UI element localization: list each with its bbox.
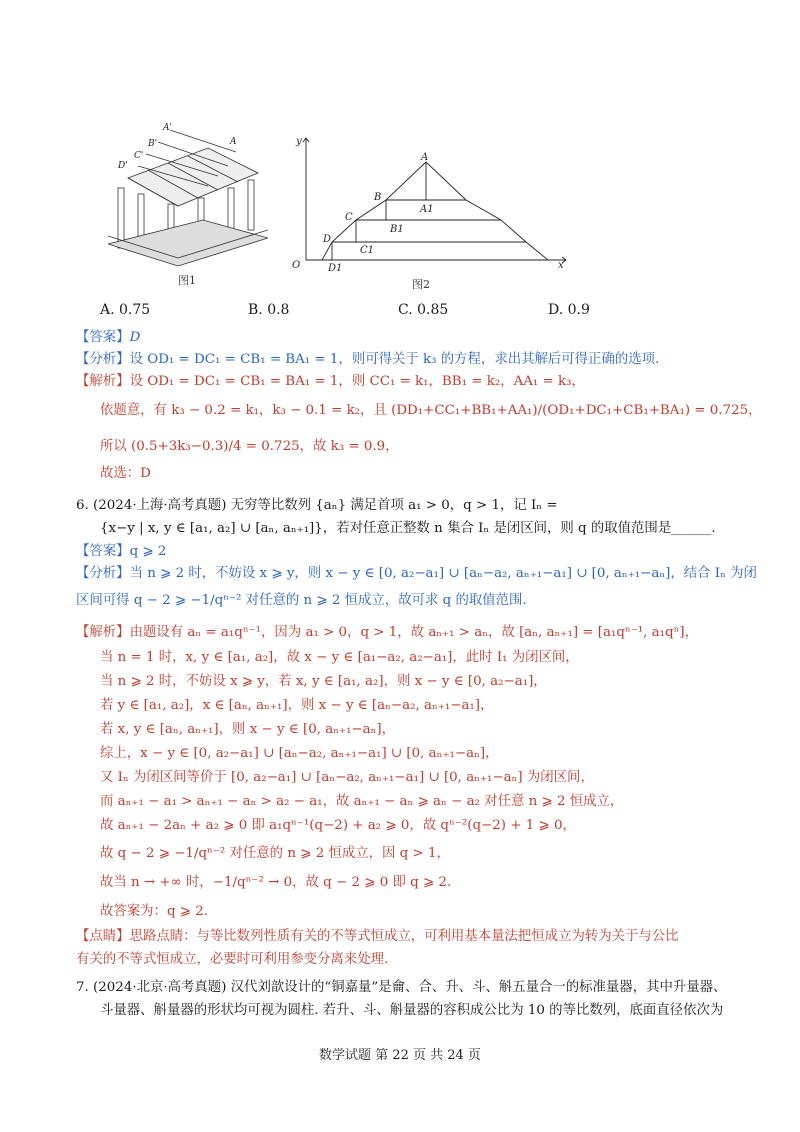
figure-1-caption: 图1 — [178, 274, 196, 287]
q6-solution-5: 若 x, y ∈ [aₙ, aₙ₊₁]，则 x − y ∈ [0, aₙ₊₁−aₙ]， — [100, 722, 396, 737]
figure-2-axis-y: y — [296, 136, 302, 147]
figure-1-roof-structure — [108, 118, 268, 268]
q6-tip-tag: 【点睛】 — [76, 929, 130, 944]
choice-d-value: 0.9 — [567, 302, 590, 318]
figure-1-label-a-prime: A' — [163, 123, 172, 133]
q5-solution-2: 依题意，有 k₃ − 0.2 = k₁，k₃ − 0.1 = k₂，且 (DD₁+CC₁+BB₁+AA₁)/(OD₁+DC₁+CB₁+BA₁) = 0.725， — [100, 403, 762, 418]
q5-solution-tag: 【解析】 — [76, 374, 130, 389]
figure-2-diagram — [286, 132, 576, 272]
q6-solution-8: 而 aₙ₊₁ − a₁ > aₙ₊₁ − aₙ > a₂ − a₁，故 aₙ₊₁ − aₙ ⩾ aₙ − a₂ 对任意 n ⩾ 2 恒成立， — [100, 794, 624, 809]
q6-solution-1 — [76, 622, 736, 644]
choice-c — [398, 302, 448, 318]
q6-stem-2: {x−y | x, y ∈ [a₁, a₂] ∪ [aₙ, aₙ₊₁]}，若对任意正整数 n 集合 Iₙ 是闭区间，则 q 的取值范围是______. — [100, 521, 716, 536]
q6-solution-11: 故当 n → +∞ 时，−1/qⁿ⁻² → 0，故 q − 2 ⩾ 0 即 q ⩾ 2. — [100, 875, 452, 890]
figure-2-point-c1: C1 — [360, 245, 375, 256]
figure-1-label-a: A — [230, 137, 237, 147]
figure-2-point-a: A — [421, 152, 429, 163]
q5-solution-3: 所以 (0.5+3k₃−0.3)/4 = 0.725，故 k₃ = 0.9， — [100, 439, 399, 454]
choice-a-value: 0.75 — [119, 302, 151, 318]
q6-analysis-text-1: 当 n ⩾ 2 时，不妨设 x ⩾ y，则 x − y ∈ [0, a₂−a₁] ∪ [aₙ−a₂, aₙ₊₁−a₁] ∪ [0, aₙ₊₁−aₙ]，结合 Iₙ 为闭 — [129, 566, 757, 581]
q5-solution-1 — [76, 371, 736, 393]
q6-analysis-2: 区间可得 q − 2 ⩾ −1/qⁿ⁻² 对任意的 n ⩾ 2 恒成立，故可求 q 的取值范围. — [76, 593, 527, 608]
q7-stem-1: 7. (2024·北京·高考真题) 汉代刘歆设计的“铜嘉量”是龠、合、升、斗、斛五量合一的标准量器，其中升量器、 — [76, 980, 727, 995]
figure-2-point-d: D — [323, 234, 332, 245]
q5-solution-text-1: 设 OD₁ = DC₁ = CB₁ = BA₁ = 1，则 CC₁ = k₁，BB₁ = k₂，AA₁ = k₃， — [129, 374, 585, 389]
figure-1-label-b-prime: B' — [148, 139, 158, 149]
choice-d — [548, 302, 590, 318]
figure-2-axis-x: x — [558, 260, 564, 271]
q5-analysis-text: 设 OD₁ = DC₁ = CB₁ = BA₁ = 1，则可得关于 k₃ 的方程，求出其解后可得正确的选项. — [129, 352, 660, 367]
figure-2-point-c: C — [345, 212, 353, 223]
q7-stem-2: 斗量器、斛量器的形状均可视为圆柱. 若升、斗、斛量器的容积成公比为 10 的等比数列，底面直径依次为 — [100, 1003, 724, 1018]
q6-solution-9: 故 aₙ₊₁ − 2aₙ + a₂ ⩾ 0 即 a₁qⁿ⁻¹(q−2) + a₂ ⩾ 0，故 qⁿ⁻²(q−2) + 1 ⩾ 0， — [100, 818, 576, 833]
figure-1-label-c-prime: C' — [134, 151, 144, 161]
choice-c-key: C. — [398, 302, 413, 318]
figure-2-point-d1: D1 — [328, 263, 343, 272]
q5-answer-value: D — [129, 330, 141, 345]
choice-b-value: 0.8 — [267, 302, 290, 318]
figure-2-point-b: B — [374, 192, 382, 203]
q6-solution-6: 综上，x − y ∈ [0, a₂−a₁] ∪ [aₙ−a₂, aₙ₊₁−a₁] ∪ [0, aₙ₊₁−aₙ]， — [100, 746, 499, 761]
q6-solution-4: 若 y ∈ [a₁, a₂]，x ∈ [aₙ, aₙ₊₁]，则 x − y ∈ [aₙ−a₂, aₙ₊₁−a₁]， — [100, 698, 494, 713]
choice-b-key: B. — [248, 302, 263, 318]
choice-b — [248, 302, 289, 318]
figure-1-label-d-prime: D' — [118, 161, 128, 171]
q6-answer — [76, 541, 736, 563]
q6-solution-text-1: 由题设有 aₙ = a₁qⁿ⁻¹，因为 a₁ > 0，q > 1，故 aₙ₊₁ > aₙ，故 [aₙ, aₙ₊₁] = [a₁qⁿ⁻¹, a₁qⁿ]， — [129, 625, 698, 640]
figure-2-point-a1: A1 — [420, 204, 434, 215]
choice-c-value: 0.85 — [417, 302, 449, 318]
q6-solution-12: 故答案为：q ⩾ 2. — [100, 904, 209, 919]
q5-answer-tag: 【答案】 — [76, 330, 130, 345]
q6-solution-10: 故 q − 2 ⩾ −1/qⁿ⁻² 对任意的 n ⩾ 2 恒成立，因 q > 1， — [100, 846, 450, 861]
q6-solution-3: 当 n ⩾ 2 时，不妨设 x ⩾ y，若 x, y ∈ [a₁, a₂]，则 x − y ∈ [0, a₂−a₁]， — [100, 674, 547, 689]
q6-solution-2: 当 n = 1 时，x, y ∈ [a₁, a₂]，故 x − y ∈ [a₁−a₂, a₂−a₁]，此时 I₁ 为闭区间， — [100, 650, 579, 665]
q6-solution-tag: 【解析】 — [76, 625, 130, 640]
figure-2-origin: O — [292, 260, 301, 271]
choice-d-key: D. — [548, 302, 564, 318]
q5-solution-4: 故选：D — [100, 466, 151, 481]
q6-analysis-1 — [76, 563, 757, 585]
choice-a-key: A. — [100, 302, 115, 318]
q6-stem-1: 6. (2024·上海·高考真题) 无穷等比数列 {aₙ} 满足首项 a₁ > 0，q > 1，记 Iₙ = — [76, 498, 558, 513]
q5-analysis-tag: 【分析】 — [76, 352, 130, 367]
q6-answer-value: q ⩾ 2 — [129, 544, 167, 559]
figure-2-point-b1: B1 — [390, 224, 404, 235]
q6-answer-tag: 【答案】 — [76, 544, 130, 559]
q6-tip-2: 有关的不等式恒成立，必要时可利用参变分离来处理. — [76, 952, 389, 967]
q5-answer — [76, 327, 736, 349]
q6-analysis-tag: 【分析】 — [76, 566, 130, 581]
choice-a — [100, 302, 150, 318]
q5-analysis — [76, 349, 736, 371]
q6-tip-text-1: 思路点睛：与等比数列性质有关的不等式恒成立，可利用基本量法把恒成立为转为关于与公比 — [129, 929, 679, 944]
page-footer: 数学试题 第 22 页 共 24 页 — [319, 1048, 481, 1063]
q6-tip-1 — [76, 926, 736, 948]
figure-2-caption: 图2 — [412, 278, 430, 291]
q6-solution-7: 又 Iₙ 为闭区间等价于 [0, a₂−a₁] ∪ [aₙ−a₂, aₙ₊₁−a₁] ∪ [0, aₙ₊₁−aₙ] 为闭区间， — [100, 770, 594, 785]
